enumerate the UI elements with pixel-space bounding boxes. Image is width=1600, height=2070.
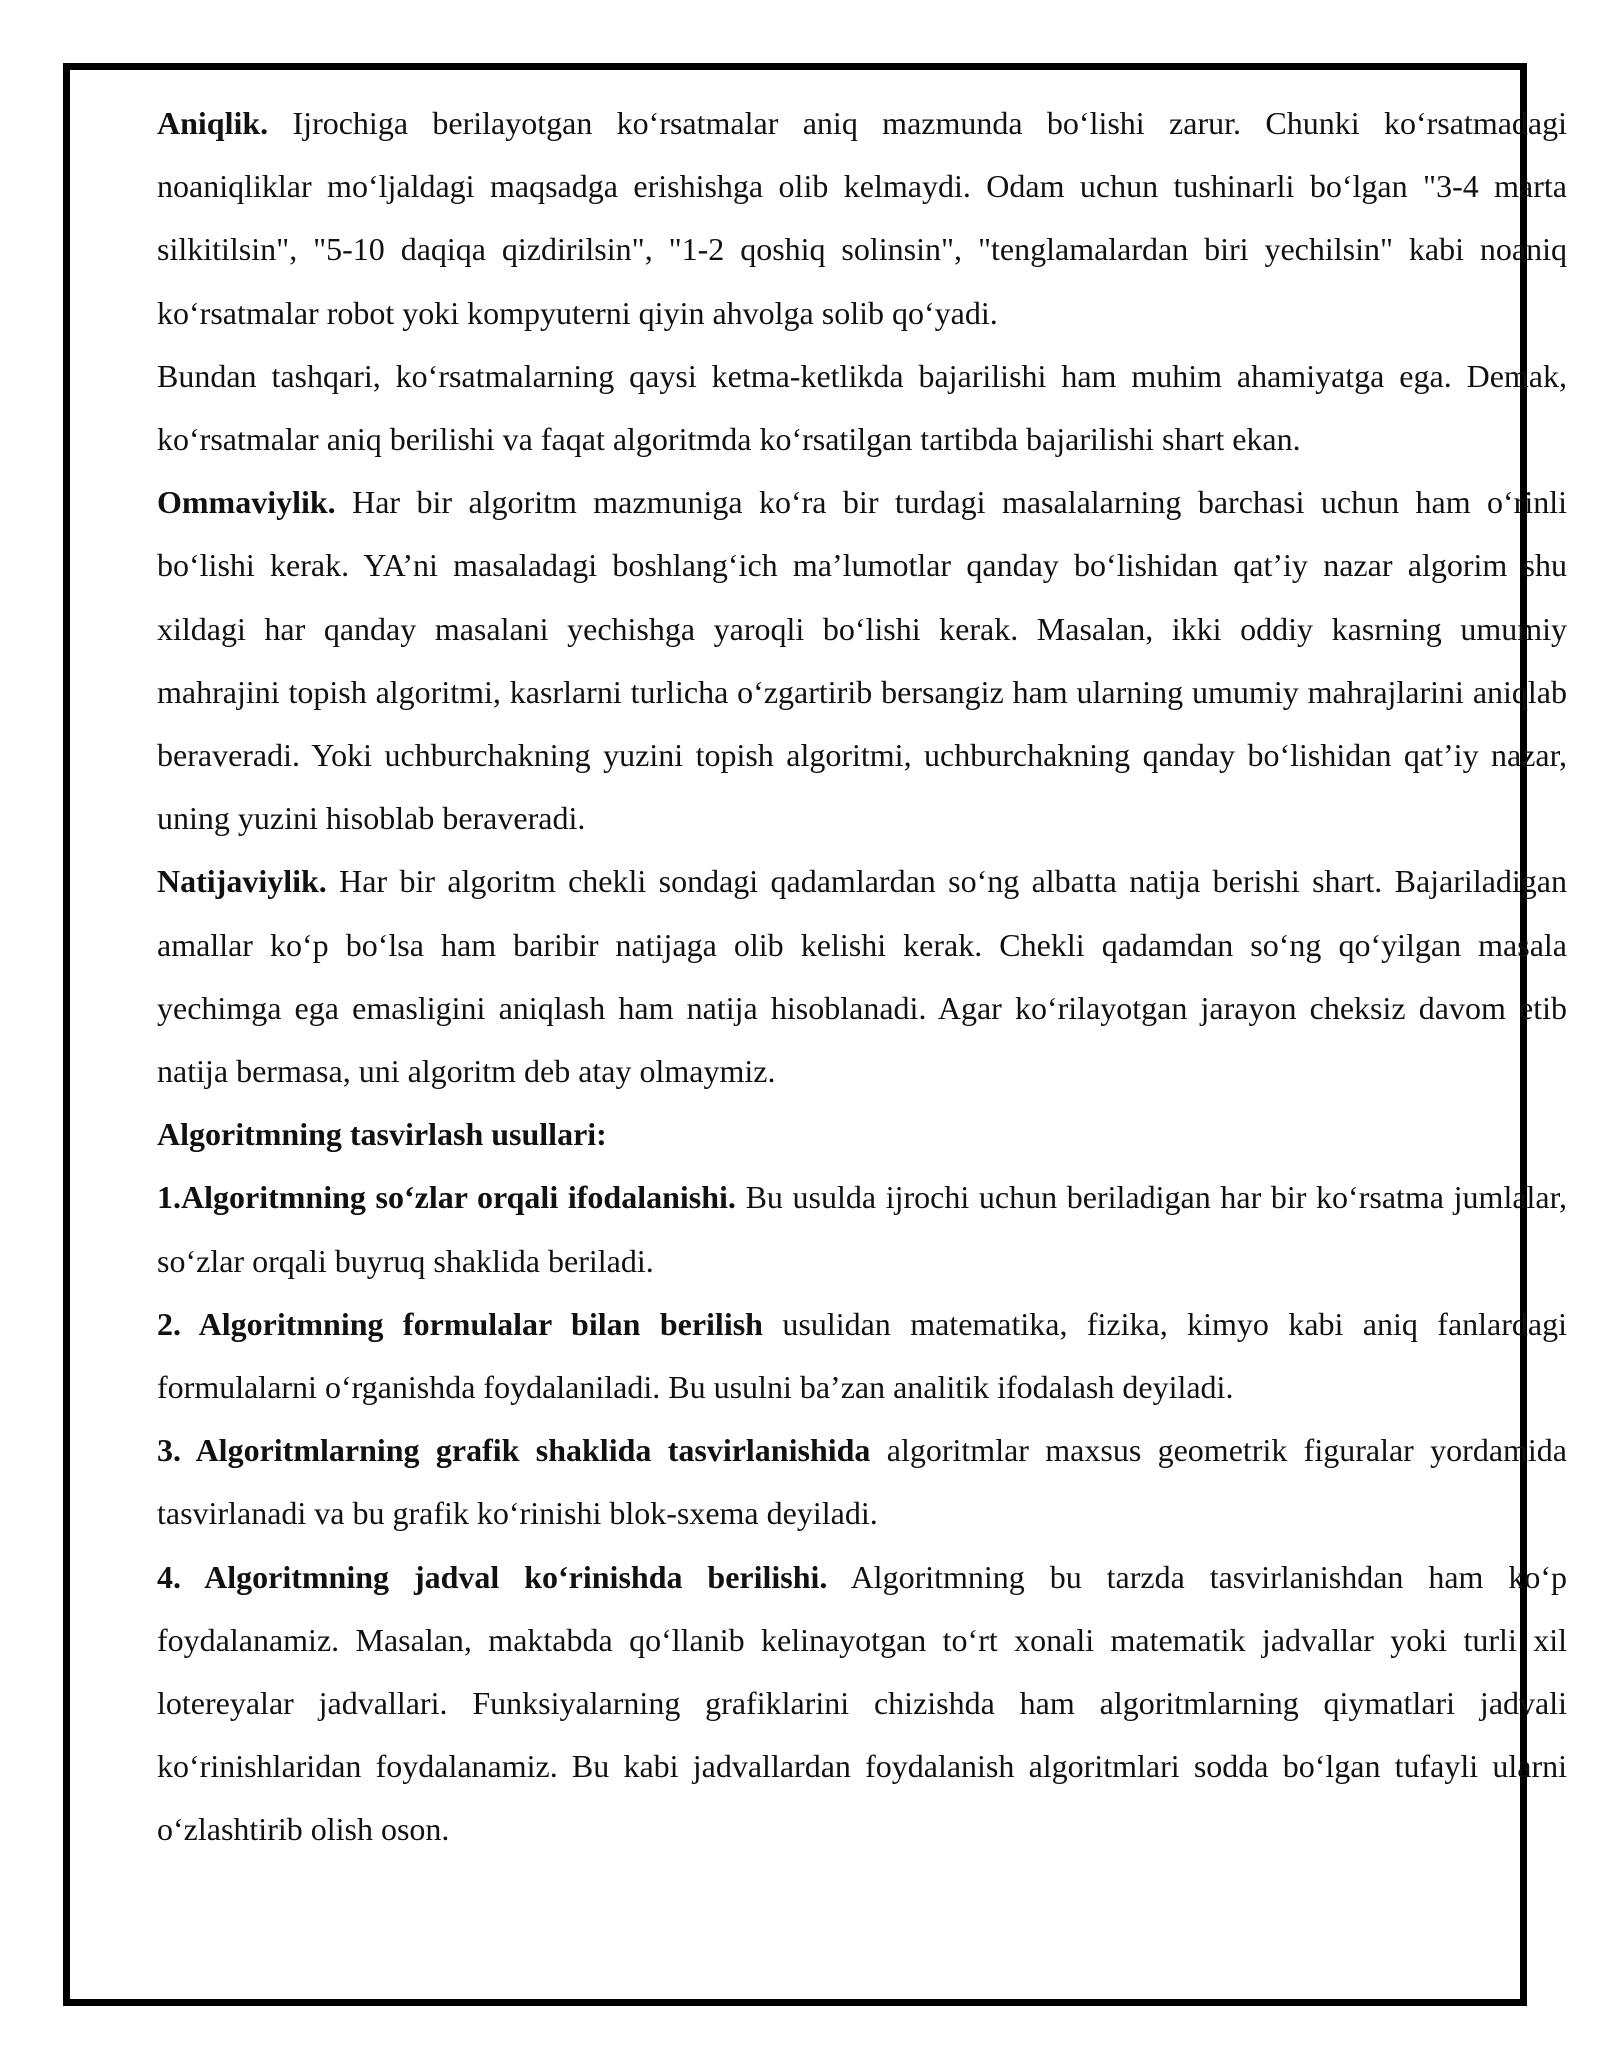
list-item-jadval-text: Algoritmning bu tarzda tasvirlanishdan ham ko‘p foydalanamiz. Masalan, maktabda qo‘llanib kelinayotgan to‘rt xonali matematik jadvallar yoki turli xil lotereyalar jadvallari. Funksiyalarning grafiklarini chizishda ham algoritmlarning qiymatlari jadvali ko‘rinishlaridan foydalanamiz. Bu kabi jadvallardan foydalanish algoritmlari sodda bo‘lgan tufayli ularni o‘zlashtirib olish oson. (157, 1558, 1567, 1848)
paragraph-ommaviylik (157, 471, 1567, 850)
paragraph-aniqlik-text: Ijrochiga berilayotgan ko‘rsatmalar aniq mazmunda bo‘lishi zarur. Chunki ko‘rsatmadagi noaniqliklar mo‘ljaldagi maqsadga erishishga olib kelmaydi. Odam uchun tushinarli bo‘lgan "3-4 marta silkitilsin", "5-10 daqiqa qizdirilsin", "1-2 qoshiq solinsin", "tenglamalardan biri yechilsin" kabi noaniq ko‘rsatmalar robot yoki kompyuterni qiyin ahvolga solib qo‘yadi. (157, 105, 1567, 331)
term-natijaviylik: Natijaviylik. (157, 863, 327, 900)
list-item-grafik-text: algoritmlar maxsus geometrik figuralar yordamida tasvirlanadi va bu grafik ko‘rinishi blok-sxema deyiladi. (157, 1432, 1568, 1532)
list-item-formulalar (157, 1293, 1567, 1419)
paragraph-natijaviylik-text: Har bir algoritm chekli sondagi qadamlardan so‘ng albatta natija berishi shart. Bajariladigan amallar ko‘p bo‘lsa ham baribir natijaga olib kelishi kerak. Chekli qadamdan so‘ng qo‘yilgan masala yechimga ega emasligini aniqlash ham natija hisoblanadi. Agar ko‘rilayotgan jarayon cheksiz davom etib natija bermasa, uni algoritm deb atay olmaymiz. (157, 863, 1567, 1090)
list-item-jadval-title: 4. Algoritmning jadval ko‘rinishda berilishi. (157, 1558, 828, 1595)
paragraph-bundan-tashqari (157, 345, 1567, 471)
page-border-frame (63, 63, 1568, 2006)
paragraph-natijaviylik (157, 850, 1567, 1103)
paragraph-ommaviylik-text: Har bir algoritm mazmuniga ko‘ra bir turdagi masalalarning barchasi uchun ham o‘rinli bo‘lishi kerak. YA’ni masaladagi boshlang‘ich ma’lumotlar qanday bo‘lishidan qat’iy nazar algorim shu xildagi har qanday masalani yechishga yaroqli bo‘lishi kerak. Masalan, ikki oddiy kasrning umumiy mahrajini topish algoritmi, kasrlarni turlicha o‘zgartirib bersangiz ham ularning umumiy mahrajlarini aniqlab beraveradi. Yoki uchburchakning yuzini topish algoritmi, uchburchakning qanday bo‘lishidan qat’iy nazar, uning yuzini hisoblab beraveradi. (157, 484, 1567, 837)
term-aniqlik: Aniqlik. (157, 105, 269, 141)
list-item-grafik-title: 3. Algoritmlarning grafik shaklida tasvirlanishida (157, 1432, 871, 1469)
section-heading-tasvirlash-usullari (157, 1103, 1567, 1166)
paragraph-aniqlik (157, 92, 1567, 345)
list-item-formulalar-title: 2. Algoritmning formulalar bilan berilish (157, 1305, 763, 1342)
list-item-jadval (157, 1546, 1567, 1862)
document-body (157, 92, 1567, 1862)
term-ommaviylik: Ommaviylik. (157, 484, 336, 521)
paragraph-bundan-tashqari-text: Bundan tashqari, ko‘rsatmalarning qaysi ketma-ketlikda bajarilishi ham muhim ahamiyatga ega. Demak, ko‘rsatmalar aniq berilishi va faqat algoritmda ko‘rsatilgan tartibda bajarilishi shart ekan. (157, 357, 1567, 458)
list-item-formulalar-text: usulidan matematika, fizika, kimyo kabi aniq fanlardagi formulalarni o‘rganishda foydalaniladi. Bu usulni ba’zan analitik ifodalash deyiladi. (157, 1305, 1568, 1406)
list-item-sozlar (157, 1166, 1567, 1292)
heading-tasvirlash-usullari: Algoritmning tasvirlash usullari: (157, 1116, 607, 1153)
list-item-grafik (157, 1419, 1567, 1545)
list-item-sozlar-title: 1.Algoritmning so‘zlar orqali ifodalanishi. (157, 1179, 736, 1216)
list-item-sozlar-text: Bu usulda ijrochi uchun beriladigan har bir ko‘rsatma jumlalar, so‘zlar orqali buyruq shaklida beriladi. (157, 1179, 1567, 1279)
